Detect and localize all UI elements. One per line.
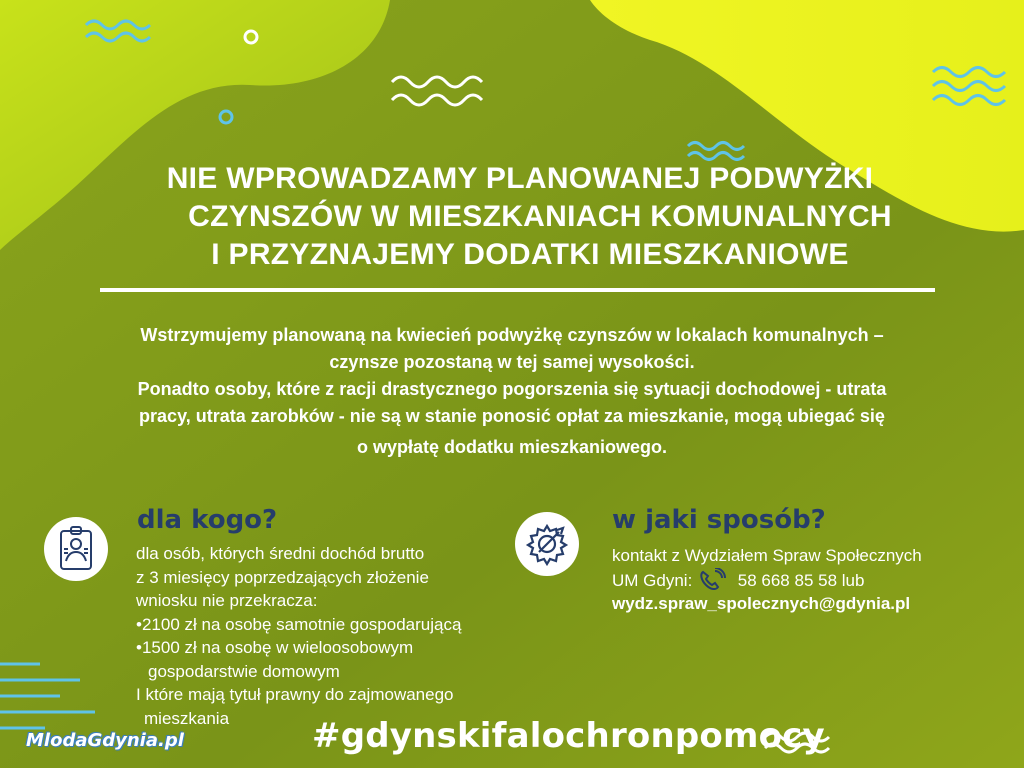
left-heading: dla kogo? [137, 505, 278, 535]
eligibility-line: dla osób, których średni dochód brutto [136, 544, 425, 563]
eligibility-line: mieszkania [144, 708, 230, 728]
eligibility-line: •1500 zł na osobę w wieloosobowym [136, 638, 414, 657]
eligibility-line: I które mają tytuł prawny do zajmowanego [136, 685, 454, 704]
title-line-1: NIE WPROWADZAMY PLANOWANEJ PODWYŻKI [166, 162, 874, 195]
contact-text [612, 544, 1012, 616]
contact-number[interactable]: 58 668 85 58 lub [737, 570, 865, 590]
phone-icon [697, 568, 733, 590]
intro-line-5: o wypłatę dodatku mieszkaniowego. [356, 437, 668, 457]
contact-prefix: UM Gdyni: [612, 570, 693, 590]
eligibility-line: wniosku nie przekracza: [136, 591, 318, 610]
main-title [90, 160, 950, 274]
id-badge-person-icon [44, 517, 108, 581]
right-heading: w jaki sposób? [612, 505, 826, 535]
site-logo: MlodaGdynia.pl [26, 730, 184, 751]
gear-wrench-icon [515, 512, 579, 576]
eligibility-line: •2100 zł na osobę samotnie gospodarującą [136, 614, 462, 634]
eligibility-line: z 3 miesięcy poprzedzających złożenie [136, 567, 429, 587]
title-line-3: I PRZYZNAJEMY DODATKI MIESZKANIOWE [211, 238, 849, 271]
contact-phone-line [612, 568, 1012, 593]
contact-email[interactable]: wydz.spraw_spolecznych@gdynia.pl [612, 594, 911, 613]
hashtag: #gdynskifalochronpomocy [312, 716, 825, 756]
title-divider [100, 288, 935, 292]
intro-line-1: Wstrzymujemy planowaną na kwiecień podwyżkę czynszów w lokalach komunalnych – [140, 325, 884, 345]
intro-line-2: czynsze pozostaną w tej samej wysokości. [329, 352, 695, 372]
intro-line-3: Ponadto osoby, które z racji drastycznego pogorszenia się sytuacji dochodowej - utrata [137, 379, 887, 399]
intro-text [30, 322, 994, 461]
title-line-2: CZYNSZÓW W MIESZKANIACH KOMUNALNYCH [188, 200, 892, 233]
contact-dept: kontakt z Wydziałem Spraw Społecznych [612, 546, 922, 565]
eligibility-line: gospodarstwie domowym [148, 661, 340, 681]
eligibility-text [136, 542, 536, 730]
intro-line-4: pracy, utrata zarobków - nie są w stanie ponosić opłat za mieszkanie, mogą ubiegać się [139, 406, 885, 426]
